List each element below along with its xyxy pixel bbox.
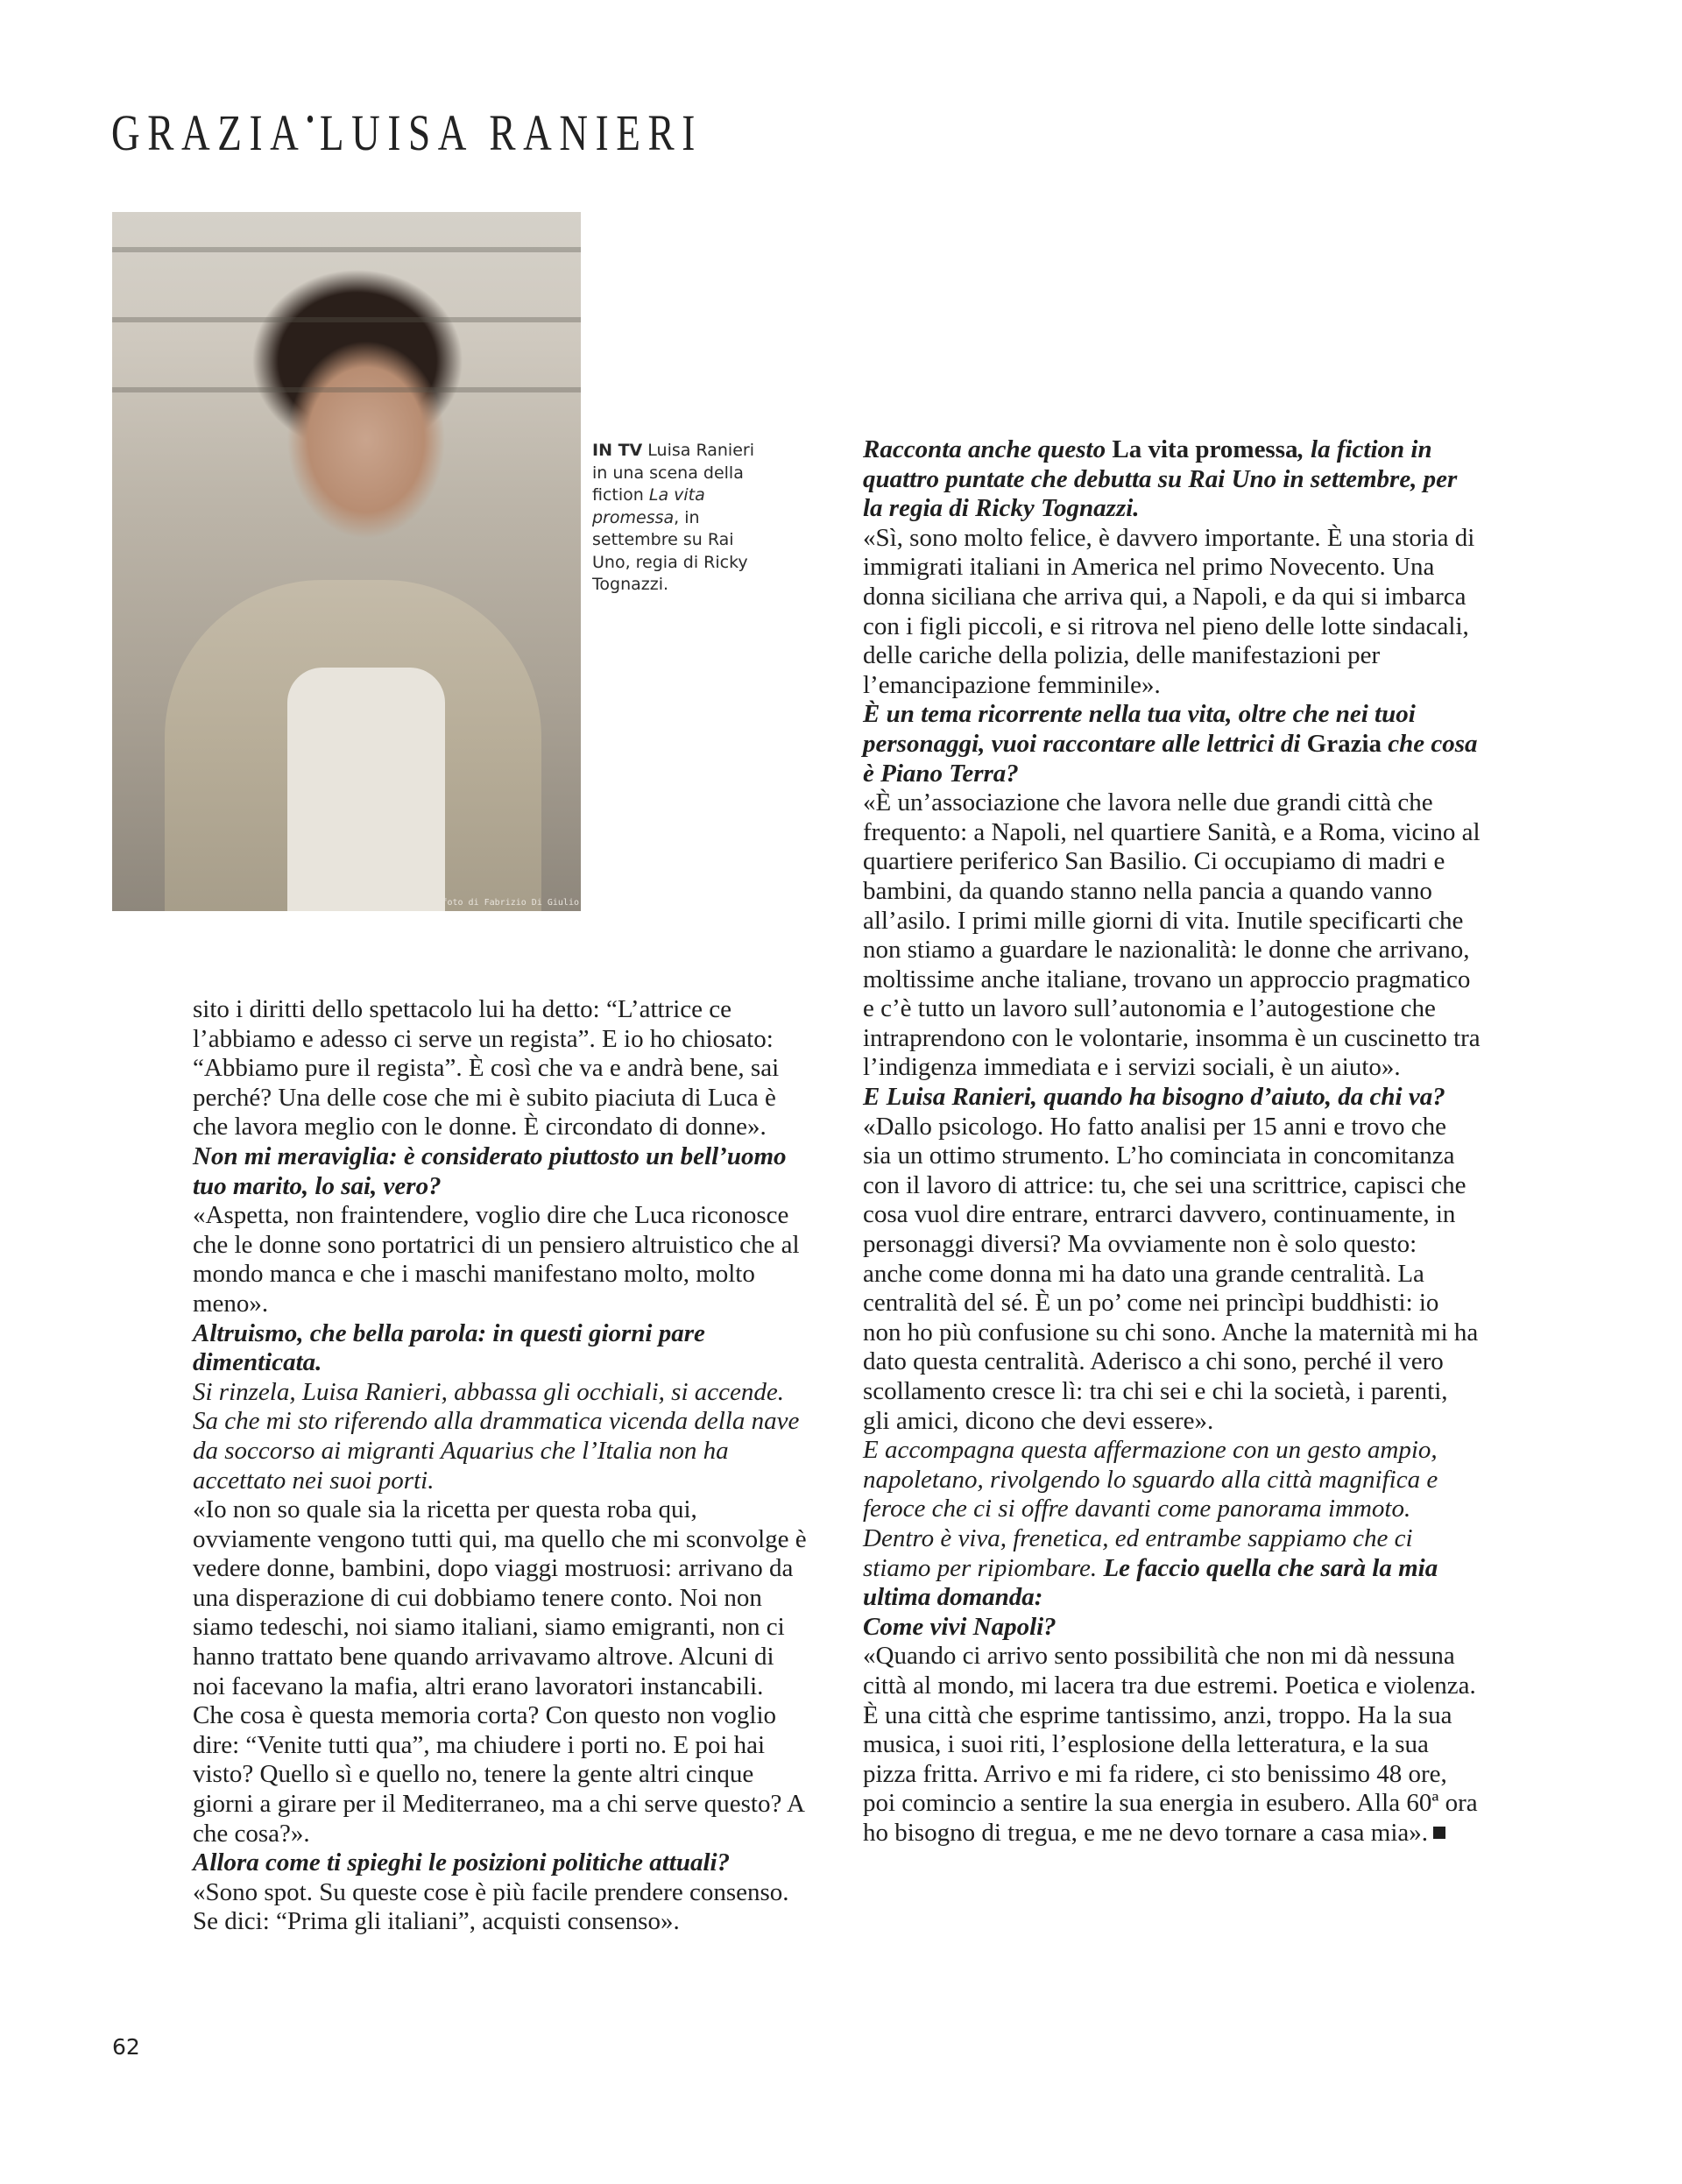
photo-caption [592, 440, 767, 597]
narration-text: E accompagna questa affermazione con un gesto ampio, napoletano, rivolgendo lo sguardo alla città magnifica e feroce che ci si offre davanti come panorama immoto. Dentro è viva, frenetica, ed entrambe sappiamo che ci stiamo per ripiombare. [863, 1436, 1438, 1582]
column-left [193, 995, 810, 1937]
answer-text: «Quando ci arrivo sento possibilità che non mi dà nessuna città al mondo, mi lacera tra due estremi. Poetica e violenza. È una città che esprime tantissimo, anzi, troppo. Ha la sua musica, i suoi riti, l’esplosione della letteratura, e la sua pizza fritta. Arrivo e mi fa ridere, ci sto benissimo 48 ore, poi comincio a sentire la sua energia in esubero. Alla 60ª ora ho bisogno di tregua, e me ne devo tornare a casa mia». [863, 1642, 1478, 1847]
answer-paragraph: «Aspetta, non fraintendere, voglio dire che Luca riconosce che le donne sono portatrici di un pensiero altruistico che al mondo manca e che i maschi manifestano molto, molto meno». [193, 1201, 800, 1318]
answer-paragraph [863, 1642, 1481, 1848]
narration-paragraph: Si rinzela, Luisa Ranieri, abbassa gli occhiali, si accende. Sa che mi sto riferendo alla drammatica vicenda della nave da soccorso ai migranti Aquarius che l’Italia non ha accettato nei suoi porti. [193, 1377, 800, 1495]
question-paragraph: Allora come ti spieghi le posizioni politiche attuali? [193, 1848, 731, 1877]
narration-question-lead: Le faccio quella che sarà la mia ultima domanda: [863, 1553, 1438, 1612]
article-photo [112, 212, 581, 911]
answer-paragraph: «Io non so quale sia la ricetta per questa roba qui, ovviamente vengono tutti qui, ma quello che mi sconvolge è vedere donne, bambini, dopo viaggi mostruosi: arrivano da una disperazione di cui dobbiamo tenere conto. Noi non siamo tedeschi, noi siamo italiani, siamo emigranti, non ci hanno trattato bene quando arrivavamo altrove. Alcuni di noi facevano la mafia, altri erano lavoratori instancabili. Che cosa è questa memoria corta? Con questo non voglio dire: “Venite tutti qua”, ma chiudere i porti no. E poi hai visto? Quello sì e quello no, tenere la gente altri cinque giorni a girare per il Mediterraneo, ma a chi serve questo? A che cosa?». [193, 1495, 807, 1848]
answer-paragraph: «Sì, sono molto felice, è davvero importante. È una storia di immigrati italiani in America nel primo Novecento. Una donna siciliana che arriva qui, a Napoli, e da qui si imbarca con i figli piccoli, e si ritrova nel pieno delle lotte sindacali, delle cariche della polizia, delle manifestazioni per l’emancipazione femminile». [863, 523, 1475, 699]
end-of-article-mark [1433, 1827, 1445, 1839]
narration-paragraph [863, 1436, 1481, 1613]
question-paragraph [863, 700, 1481, 788]
caption-lead: IN TV [592, 441, 643, 460]
article-subject: LUISA RANIERI [319, 104, 703, 161]
show-title: La vita promessa [1112, 435, 1298, 463]
question-text: È un tema ricorrente nella tua vita, oltre che nei tuoi personaggi, vuoi raccontare alle lettrici di [863, 700, 1416, 758]
question-paragraph: Non mi meraviglia: è considerato piuttosto un bell’uomo tuo marito, lo sai, vero? [193, 1141, 787, 1200]
question-text: Racconta anche questo [863, 435, 1113, 463]
question-paragraph [863, 435, 1481, 524]
caption-text: Luisa Ranieri in una scena della fiction [592, 441, 754, 505]
question-paragraph: Come vivi Napoli? [863, 1612, 1057, 1641]
answer-paragraph: «Sono spot. Su queste cose è più facile prendere consenso. Se dici: “Prima gli italiani”, acquisti consenso». [193, 1877, 789, 1936]
column-right [863, 435, 1481, 1848]
question-text: , la fiction in quattro puntate che debutta su Rai Uno in settembre, per la regia di Ricky Tognazzi. [863, 435, 1458, 523]
question-paragraph: E Luisa Ranieri, quando ha bisogno d’aiuto, da chi va? [863, 1083, 1445, 1112]
answer-paragraph: «È un’associazione che lavora nelle due grandi città che frequento: a Napoli, nel quartiere Sanità, e a Roma, vicino al quartiere periferico San Basilio. Ci occupiamo di madri e bambini, da quando stanno nella pancia a quando vanno all’asilo. I primi mille giorni di vita. Inutile specificarti che non stiamo a guardare le nazionalità: le donne che arrivano, moltissime anche italiane, trovano un approccio pragmatico e c’è tutto un lavoro sull’autonomia e l’autogestione che intraprendono con le volontarie, insomma è un cuscinetto tra l’indigenza immediata e i servizi sociali, è un aiuto». [863, 788, 1481, 1082]
header-separator: • [306, 103, 320, 136]
photo-credit: foto di Fabrizio Di Giulio [442, 898, 579, 908]
answer-paragraph: sito i diritti dello spettacolo lui ha detto: “L’attrice ce l’abbiamo e adesso ci serve un regista”. E io ho chiosato: “Abbiamo pure il regista”. È così che va e andrà bene, sai perché? Una delle cose che mi è subito piaciuta di Luca è che lavora meglio con le donne. È circondato di donne». [193, 995, 780, 1141]
magazine-name: GRAZIA [111, 104, 307, 161]
question-text: che cosa è Piano Terra? [863, 729, 1478, 788]
page-number: 62 [112, 2034, 140, 2060]
page-header [111, 103, 703, 162]
magazine-title: Grazia [1306, 729, 1382, 758]
caption-title: La vita promessa [592, 485, 705, 527]
photo-apron [287, 668, 445, 911]
answer-paragraph: «Dallo psicologo. Ho fatto analisi per 15 anni e trovo che sia un ottimo strumento. L’ho cominciata in concomitanza con il lavoro di attrice: tu, che sei una scrittrice, capisci che cosa vuol dire entrare, entrarci davvero, continuamente, in personaggi diversi? Ma ovviamente non è solo questo: anche come donna mi ha dato una grande centralità. La centralità del sé. È un po’ come nei princìpi buddhisti: io non ho più confusione su chi sono. Anche la maternità mi ha dato questa centralità. Aderisco a chi sono, perché il vero scollamento cresce lì: tra chi sei e chi la società, i parenti, gli amici, dicono che devi essere». [863, 1112, 1479, 1435]
question-paragraph: Altruismo, che bella parola: in questi giorni pare dimenticata. [193, 1318, 705, 1377]
caption-text-end: , in settembre su Rai Uno, regia di Ricky Tognazzi. [592, 507, 748, 594]
